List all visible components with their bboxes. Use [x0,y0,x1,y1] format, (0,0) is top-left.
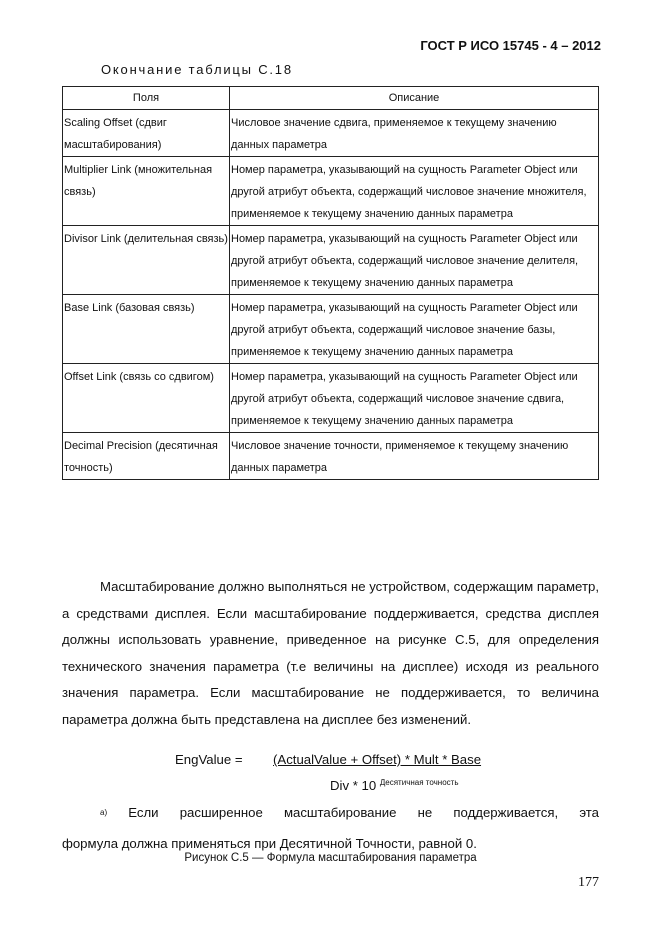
formula-denominator-base: Div * 10 [330,778,377,793]
document-header: ГОСТ Р ИСО 15745 - 4 – 2012 [420,38,601,53]
table-caption: Окончание таблицы С.18 [101,62,293,77]
table-row [63,110,599,157]
footnote-word: масштабирование [283,805,397,820]
column-header-fields: Поля [63,87,230,110]
description-cell: Числовое значение сдвига, применяемое к текущему значению данных параметра [230,110,599,157]
formula-exponent: Десятичная точность [379,778,459,787]
field-cell: Offset Link (связь со сдвигом) [63,364,230,433]
table-row [63,364,599,433]
footnote-line-1 [62,800,599,831]
table-row [63,295,599,364]
body-paragraph: Масштабирование должно выполняться не устройством, содержащим параметр, а средствами дисплея. Если масштабирование поддерживается, средства дисплея должны использовать уравнение, приведенное на рисунке С.5, для определения технического значения параметра (т.е величины на дисплее) исходя из реального значения параметра. Если масштабирование не поддерживается, то величина параметра должна быть представлена на дисплее без изменений. [62,579,599,727]
table-row [63,433,599,480]
footnote-marker: а) [100,808,108,817]
field-cell: Base Link (базовая связь) [63,295,230,364]
field-cell: Multiplier Link (множительная связь) [63,157,230,226]
formula-label: EngValue = [175,752,243,767]
footnote-word: эта [579,805,599,820]
description-cell: Номер параметра, указывающий на сущность Parameter Object или другой атрибут объекта, содержащий числовое значение делителя, применяемое к текущему значению данных параметра [230,226,599,295]
formula-numerator: (ActualValue + Offset) * Mult * Base [273,752,482,767]
description-cell: Числовое значение точности, применяемое к текущему значению данных параметра [230,433,599,480]
table-row [63,226,599,295]
footnote-word: поддерживается, [453,805,559,820]
page-number: 177 [578,875,599,890]
description-cell: Номер параметра, указывающий на сущность Parameter Object или другой атрибут объекта, содержащий числовое значение базы, применяемое к текущему значению данных параметра [230,295,599,364]
footnote-line-2: формула должна применяться при Десятичной Точности, равной 0. [62,835,477,851]
footnote-word: Если [128,805,159,820]
footnote-word: расширенное [179,805,263,820]
footnote-word: не [417,805,433,820]
formula-denominator [330,778,459,793]
field-cell: Scaling Offset (сдвиг масштабирования) [63,110,230,157]
figure-caption: Рисунок С.5 — Формула масштабирования параметра [184,852,477,864]
fields-table [62,86,599,480]
field-cell: Divisor Link (делительная связь) [63,226,230,295]
description-cell: Номер параметра, указывающий на сущность Parameter Object или другой атрибут объекта, содержащий числовое значение сдвига, применяемое к текущему значению данных параметра [230,364,599,433]
description-cell: Номер параметра, указывающий на сущность Parameter Object или другой атрибут объекта, содержащий числовое значение множителя, применяемое к текущему значению данных параметра [230,157,599,226]
table-row [63,157,599,226]
column-header-description: Описание [230,87,599,110]
field-cell: Decimal Precision (десятичная точность) [63,433,230,480]
table-header-row [63,87,599,110]
footnote [62,800,599,857]
